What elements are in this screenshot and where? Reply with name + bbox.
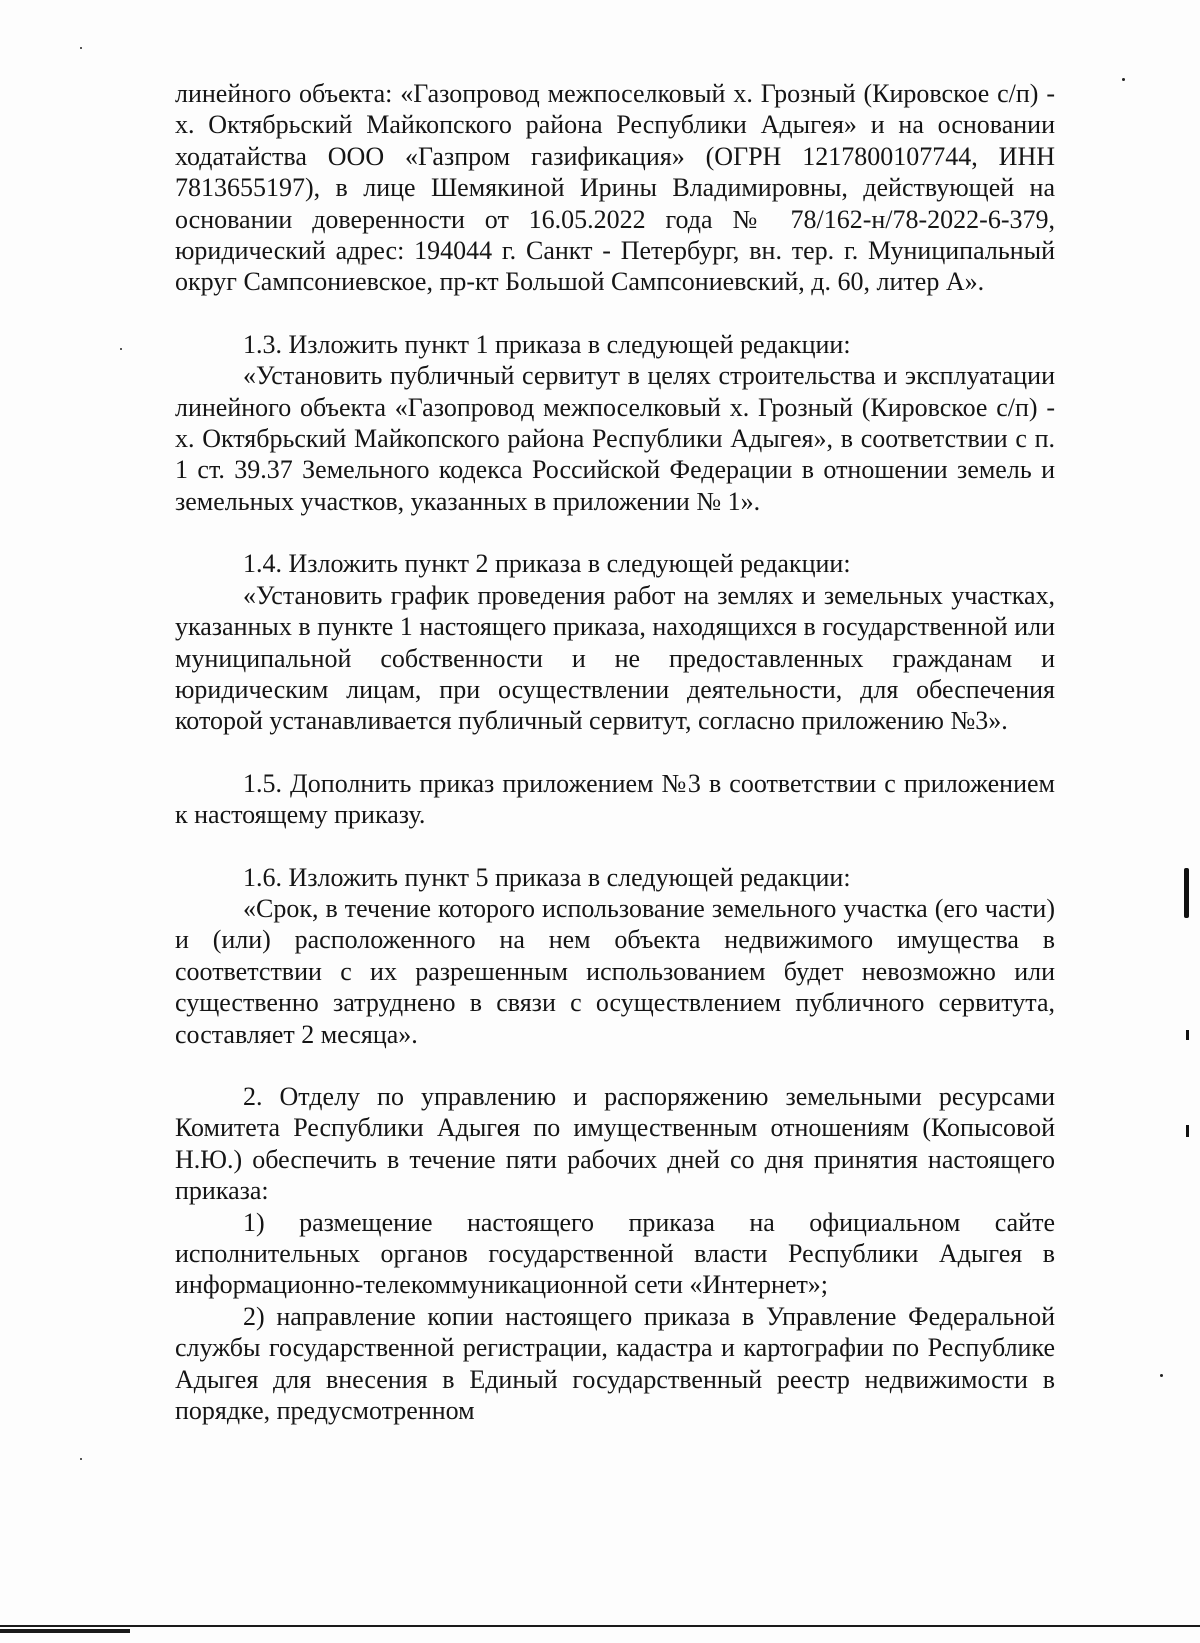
paragraph-1-4-body: «Установить график проведения работ на землях и земельных участках, указанных в пункте 1 настоящего приказа, находящихся в государственной или муниципальной собственности и не предоставленных гражданам и юридическим лицам, при осуществлении деятельности, для обеспечения которой устанавливается публичный сервитут, согласно приложению №3». (175, 580, 1055, 736)
scan-speck (1122, 78, 1125, 81)
scan-speck (80, 47, 82, 49)
page-bottom-stub (0, 1629, 130, 1633)
paragraph-1-6-body: «Срок, в течение которого использование земельного участка (его части) и (или) расположенного на нем объекта недвижимого имущества в соответствии с их разрешенным использованием будет невозможно или существенно затруднено в связи с осуществлением публичного сервитута, составляет 2 месяца». (175, 893, 1055, 1049)
paragraph-1-4-heading: 1.4. Изложить пункт 2 приказа в следующей редакции: (243, 549, 851, 579)
paragraph-1-6-heading: 1.6. Изложить пункт 5 приказа в следующей редакции: (243, 862, 851, 892)
scan-speck (1160, 1374, 1163, 1377)
page-bottom-rule (0, 1625, 1200, 1627)
paragraph-1-3-heading: 1.3. Изложить пункт 1 приказа в следующей редакции: (243, 329, 851, 359)
paragraph-intro: линейного объекта: «Газопровод межпоселковый х. Грозный (Кировское с/п) - х. Октябрьский Майкопского района Республики Адыгея» и на основании ходатайства ООО «Газпром газификация» (ОГРН 1217800107744, ИНН 7813655197), в лице Шемякиной Ирины Владимировны, действующей на основании доверенности от 16.05.2022 года № 78/162-н/78-2022-6-379, юридический адрес: 194044 г. Санкт - Петербург, вн. тер. г. Муниципальный округ Сампсониевское, пр-кт Большой Сампсониевский, д. 60, литер А». (175, 79, 1055, 297)
scan-edge-mark (1186, 1030, 1189, 1040)
paragraph-1-5: 1.5. Дополнить приказ приложением №3 в соответствии с приложением к настоящему приказу. (175, 768, 1055, 830)
paragraph-2-item-1: 1) размещение настоящего приказа на официальном сайте исполнительных органов государственной власти Республики Адыгея в информационно-телекоммуникационной сети «Интернет»; (175, 1207, 1055, 1300)
paragraph-2: 2. Отделу по управлению и распоряжению земельными ресурсами Комитета Республики Адыгея по имущественным отношениям (Копысовой Н.Ю.) обеспечить в течение пяти рабочих дней со дня принятия настоящего приказа: (175, 1081, 1055, 1206)
scan-edge-mark (1186, 1125, 1189, 1137)
paragraph-1-3-body: «Установить публичный сервитут в целях строительства и эксплуатации линейного объекта «Газопровод межпоселковый х. Грозный (Кировское с/п) - х. Октябрьский Майкопского района Республики Адыгея», в соответствии с п. 1 ст. 39.37 Земельного кодекса Российской Федерации в отношении земель и земельных участков, указанных в приложении № 1». (175, 361, 1055, 516)
scan-speck (120, 348, 122, 350)
document-body (175, 78, 1055, 1426)
scan-speck (80, 1458, 82, 1460)
paragraph-2-item-2: 2) направление копии настоящего приказа в Управление Федеральной службы государственной регистрации, кадастра и картографии по Республике Адыгея для внесения в Единый государственный реестр недвижимости в порядке, предусмотренном (175, 1301, 1055, 1426)
scan-edge-mark (1184, 868, 1189, 918)
